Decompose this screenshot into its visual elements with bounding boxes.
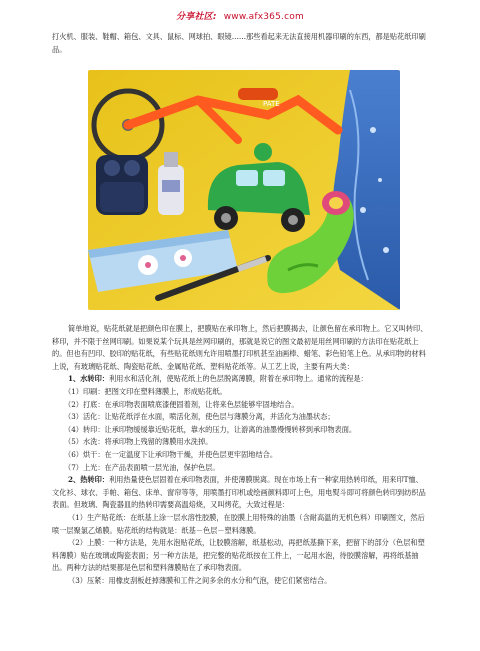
body-text xyxy=(52,323,428,587)
section-text: 利用水和活化剂，使贴花纸上的色层脱离薄膜，附着在承印物上。通常的流程是： xyxy=(108,374,368,384)
list-item: （4）转印：让承印物缓缓靠近贴花纸，靠水的压力，让游离的油墨慢慢转移到承印物表面。 xyxy=(64,424,357,434)
site-url[interactable]: www.afx365.com xyxy=(223,12,304,22)
list-item: （3）压紧：用橡皮刮板赶掉薄膜和工件之间多余的水分和气泡，使它们紧密结合。 xyxy=(68,575,332,585)
svg-text:PATE: PATE xyxy=(263,100,280,108)
list-item: （7）上光：在产品表面喷一层光油，保护色层。 xyxy=(64,462,220,472)
list-item: （6）烘干：在一定温度下让承印物干燥，并使色层更牢固地结合。 xyxy=(64,449,278,459)
list-item: （2）打底：在承印物表面喷底漆便固着剂，让将来色层能够牢固地结合。 xyxy=(64,399,299,409)
section-water-transfer xyxy=(52,373,428,386)
section-heat-transfer xyxy=(52,474,428,512)
intro-paragraph: 打火机、服装、鞋帽、箱包、文具、鼠标、网球拍、眼镜……那些看起来无法直接用机器印刷的东西，都是贴花纸印刷品。 xyxy=(52,32,426,54)
product-photo xyxy=(88,70,400,310)
body-paragraph-1: 简单地说，贴花纸就是把颜色印在膜上，把膜贴在承印物上，然后把膜揭去，让颜色留在承印物上。它又叫转印、移印，并不限于丝网印刷。如果说某个玩具是丝网印刷的，那就是说它的图文最初是用丝网印刷的方法印在贴花纸上的。但也有凹印、胶印的贴花纸，有些贴花纸则允许用喷墨打印机甚至油画棒、蜡笔、彩色铅笔上色。从承印物的材料上说，有玻璃贴花纸、陶瓷贴花纸、金属贴花纸、塑料贴花纸等。从工艺上说，主要有两大类： xyxy=(52,324,428,371)
list-item: （3）活化：让贴花纸浮在水面，喷活化剂，使色层与薄膜分离，并活化为油墨状态； xyxy=(64,412,335,422)
list-item: （1）印刷：把图文印在塑料薄膜上，形成贴花纸。 xyxy=(64,386,227,396)
site-header xyxy=(0,9,480,22)
list-item: （1）生产贴花纸：在纸基上涂一层水溶性胶膜，在胶膜上用特殊的油墨（含耐高温的无机色料）印刷图文，然后喷一层聚氯乙烯膜。贴花纸的结构就是：纸基－色层－塑料薄膜。 xyxy=(52,512,425,535)
section-heading: 2、热转印： xyxy=(68,475,109,485)
section-text: 利用热量使色层固着在承印物表面，并使薄膜脱离。现在市场上有一种家用热转印纸，用来印T恤、文化衫、球衣、手帕、箱包、床单、窗帘等等，用喷墨打印机或绘画颜料即可上色，用电熨斗即可将颜色转印到纺织品表面。但玻璃、陶瓷器皿的热转印需要高温焙烧，又叫烤花，大致过程是： xyxy=(52,475,426,510)
section-heading: 1、水转印： xyxy=(68,374,109,384)
shaver-icon xyxy=(96,155,148,215)
site-logo: 分享社区: xyxy=(176,12,217,22)
list-item: （5）水洗：将承印物上残留的薄膜用水洗掉。 xyxy=(64,437,213,447)
list-item: （2）上膜：一种方法是，先用水泡贴花纸，让胶膜溶解，纸基松动，再把纸基撕下来，把留下的部分（色层和塑料薄膜）贴在玻璃或陶瓷表面；另一种方法是，把完整的贴花纸按在工件上，一起用水泡，待胶膜溶解，再将纸基抽出。两种方法的结果都是色层和塑料薄膜贴在了承印物表面。 xyxy=(52,538,425,573)
